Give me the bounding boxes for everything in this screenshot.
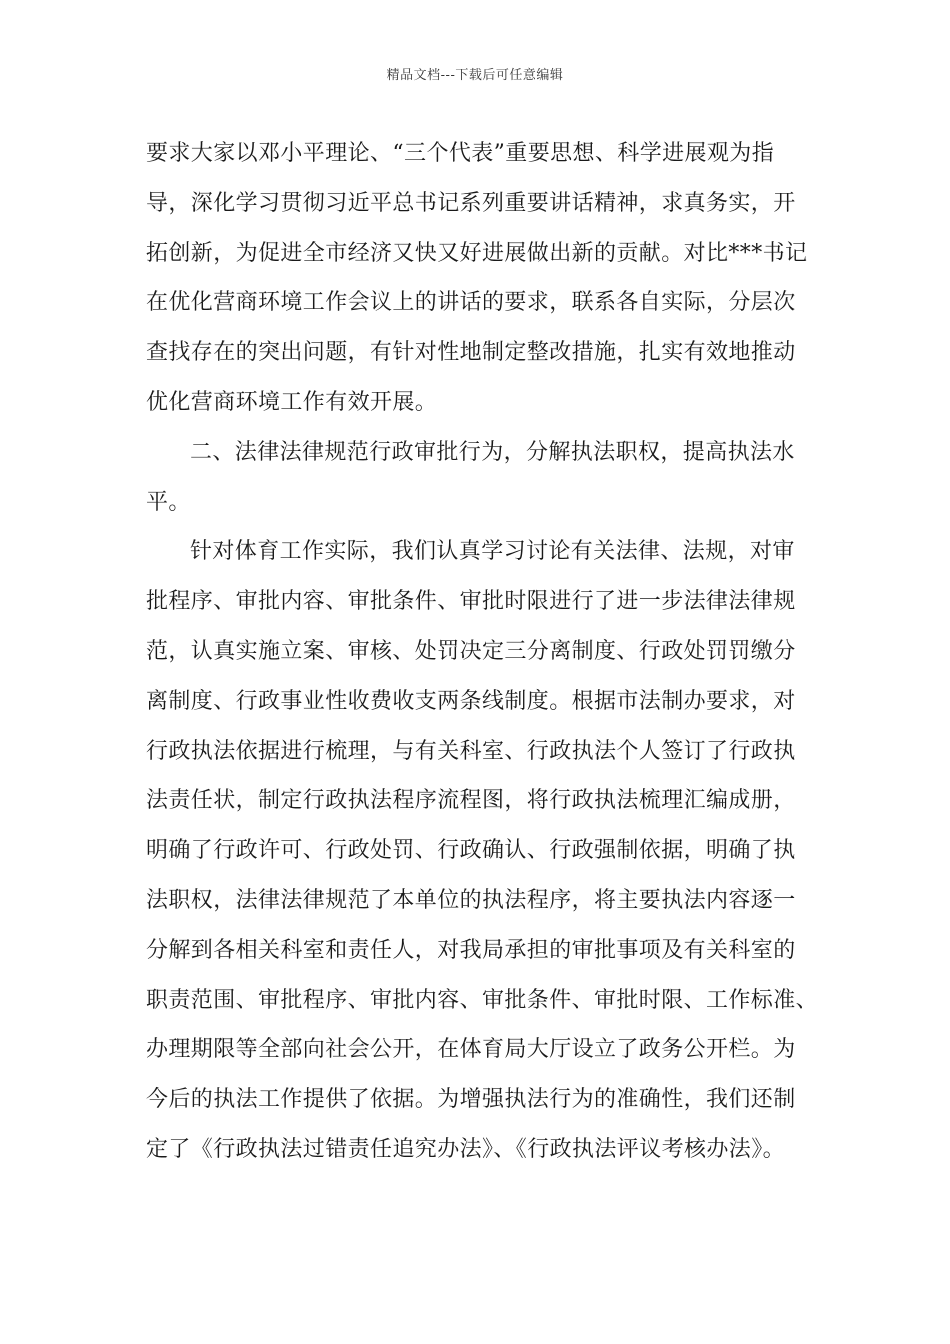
text-line: 离制度、行政事业性收费收支两条线制度。根据市法制办要求，对 — [146, 688, 796, 714]
text-line: 今后的执法工作提供了依据。为增强执法行为的准确性，我们还制 — [146, 1087, 796, 1113]
section-heading-line: 二、法律法律规范行政审批行为，分解执法职权，提高执法水 — [190, 439, 795, 465]
text-line: 导，深化学习贯彻习近平总书记系列重要讲话精神，求真务实，开 — [146, 190, 796, 216]
text-line: 定了《行政执法过错责任追究办法》、《行政执法评议考核办法》。 — [146, 1136, 786, 1162]
text-line: 范，认真实施立案、审核、处罚决定三分离制度、行政处罚罚缴分 — [146, 638, 796, 664]
paragraph-first-line: 针对体育工作实际，我们认真学习讨论有关法律、法规，对审 — [190, 539, 795, 565]
page-header: 精品文档---下载后可任意编辑 — [386, 68, 564, 83]
section-heading-line: 平。 — [146, 489, 191, 515]
text-line: 行政执法依据进行梳理，与有关科室、行政执法个人签订了行政执 — [146, 738, 796, 764]
text-line: 拓创新，为促进全市经济又快又好进展做出新的贡献。对比***书记 — [146, 240, 808, 266]
text-line: 法职权，法律法律规范了本单位的执法程序，将主要执法内容逐一 — [146, 887, 796, 913]
text-line: 法责任状，制定行政执法程序流程图，将行政执法梳理汇编成册， — [146, 788, 796, 814]
text-line: 办理期限等全部向社会公开，在体育局大厅设立了政务公开栏。为 — [146, 1037, 796, 1063]
text-line: 优化营商环境工作有效开展。 — [146, 389, 438, 415]
text-line: 批程序、审批内容、审批条件、审批时限进行了进一步法律法律规 — [146, 589, 796, 615]
text-line: 查找存在的突出问题，有针对性地制定整改措施，扎实有效地推动 — [146, 340, 796, 366]
text-line: 分解到各相关科室和责任人，对我局承担的审批事项及有关科室的 — [146, 937, 796, 963]
document-body — [146, 129, 826, 1175]
text-line: 职责范围、审批程序、审批内容、审批条件、审批时限、工作标准、 — [146, 987, 819, 1013]
text-line: 要求大家以邓小平理论、“三个代表”重要思想、科学进展观为指 — [146, 141, 775, 166]
text-line: 明确了行政许可、行政处罚、行政确认、行政强制依据，明确了执 — [146, 838, 796, 864]
text-line: 在优化营商环境工作会议上的讲话的要求，联系各自实际，分层次 — [146, 290, 796, 316]
